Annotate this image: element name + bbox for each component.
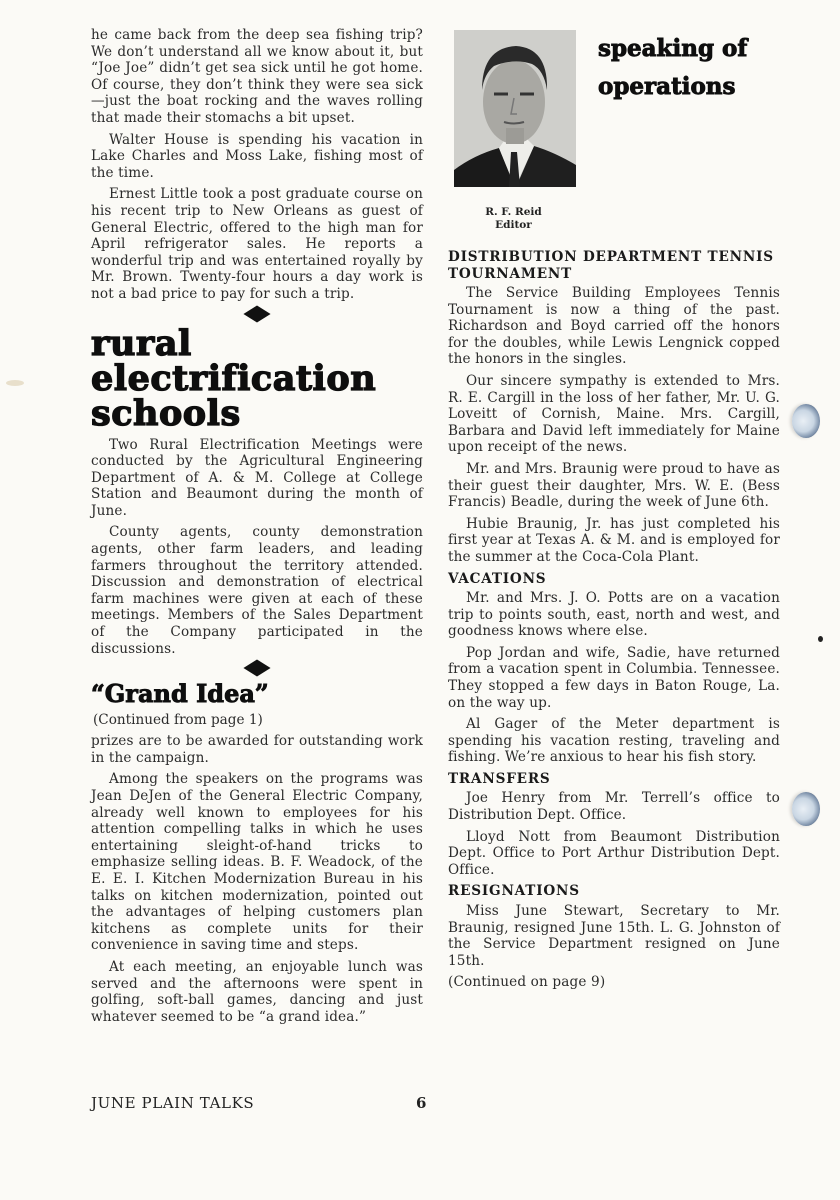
section-vacations [448,571,780,766]
margin-dot-icon [818,636,823,642]
right-column [448,30,780,996]
paragraph: Mr. and Mrs. J. O. Potts are on a vacation trip to points south, east, north and west, and goodness knows where else. [448,590,780,640]
paragraph: Lloyd Nott from Beaumont Distribution Dept. Office to Port Arthur Distribution Dept. Office. [448,828,780,878]
editor-role: Editor [495,219,532,231]
paragraph: he came back from the deep sea fishing trip? We don’t understand all we know about it, but “Joe Joe” didn’t get sea sick until he got home. Of course, they don’t think they were sea sick—just the boat rocking and the waves rolling that made their stomachs a bit upset. [91,27,423,126]
page-number: 6 [416,1094,427,1112]
diamond-divider-icon [243,660,270,677]
paragraph: Our sincere sympathy is extended to Mrs. R. E. Cargill in the loss of her father, Mr. U. G. Loveitt of Cornish, Maine. Mrs. Cargill, Barbara and David left immediately for Maine upon receipt of the news. [448,372,780,456]
section-heading: VACATIONS [448,570,547,587]
headline-line: rural [91,322,192,364]
column-title-line: speaking of [598,35,748,62]
paragraph: Miss June Stewart, Secretary to Mr. Braunig, resigned June 15th. L. G. Johnston of the Service Department resigned on June 15th. [448,902,780,969]
diamond-divider-icon [243,305,270,322]
section-resignations [448,883,780,969]
paragraph: Among the speakers on the programs was Jean DeJen of the General Electric Company, already well known to employees for his attention compelling talks in which he uses entertaining sleight-of-hand tricks to emphasize selling ideas. B. F. Weadock, of the E. E. I. Kitchen Modernization Bureau in his talks on kitchen modernization, pointed out the advantages of helping customers plan kitchens as complete units for their convenience in saving time and steps. [91,771,423,954]
paragraph: Hubie Braunig, Jr. has just completed his first year at Texas A. & M. and is employed for the summer at the Coca-Cola Plant. [448,515,780,565]
column-title-line: operations [598,73,736,100]
paragraph: prizes are to be awarded for outstanding work in the campaign. [91,733,423,766]
paragraph: At each meeting, an enjoyable lunch was served and the afternoons were spent in golfing, soft-ball games, dancing and just whatever seemed to be “a grand idea.” [91,958,423,1025]
portrait-icon [454,30,576,187]
editor-name: R. F. Reid [485,206,542,218]
headline-line: electrification [91,357,377,399]
binder-hole-icon [792,404,820,438]
paragraph: County agents, county demonstration agents, other farm leaders, and leading farmers throughout the territory attended. Discussion and demonstration of electrical farm machines were given at each of these meetings. Members of the Sales Department of the Company participated in the discussions. [91,524,423,657]
grand-idea-headline: “Grand Idea” [91,679,269,709]
paragraph: The Service Building Employees Tennis Tournament is now a thing of the past. Richardson and Boyd carried off the honors for the doubles, while Lewis Lengnick copped the honors in the singles. [448,285,780,368]
editor-portrait-photo [454,30,576,187]
section-transfers [448,771,780,878]
paragraph: Joe Henry from Mr. Terrell’s office to Distribution Dept. Office. [448,790,780,824]
paragraph: Pop Jordan and wife, Sadie, have returned from a vacation spent in Columbia. Tennessee. They stopped a few days in Baton Rouge, La. on the way up. [448,644,780,711]
continued-from-note: (Continued from page 1) [93,712,263,729]
margin-speck [6,380,24,386]
section-heading: TRANSFERS [448,770,551,787]
continued-on-note: (Continued on page 9) [448,974,606,991]
section-tennis [448,249,780,566]
section-heading: DISTRIBUTION DEPARTMENT TENNIS TOURNAMENT [448,249,774,282]
binder-hole-icon [792,792,820,826]
publication-name: JUNE PLAIN TALKS [91,1094,255,1112]
paragraph: Al Gager of the Meter department is spending his vacation resting, traveling and fishing. We’re anxious to hear his fish story. [448,716,780,766]
paragraph: Ernest Little took a post graduate course on his recent trip to New Orleans as guest of General Electric, offered to the high man for April refrigerator sales. He reports a wonderful trip and was entertained royally by Mr. Brown. Twenty-four hours a day work is not a bad price to pay for such a trip. [91,186,423,302]
headline-line: schools [91,392,241,434]
column-title [598,30,788,106]
column-header [448,30,780,245]
paragraph: Walter House is spending his vacation in Lake Charles and Moss Lake, fishing most of the time. [91,131,423,181]
left-column [91,27,423,1030]
paragraph: Two Rural Electrification Meetings were conducted by the Agricultural Engineering Department of A. & M. College at College Station and Beaumont during the month of June. [91,436,423,519]
section-heading: RESIGNATIONS [448,883,580,900]
paragraph: Mr. and Mrs. Braunig were proud to have as their guest their daughter, Mrs. W. E. (Bess Francis) Beadle, during the week of June 6th. [448,460,780,511]
photo-caption [456,206,571,232]
rural-electrification-headline [91,322,423,434]
